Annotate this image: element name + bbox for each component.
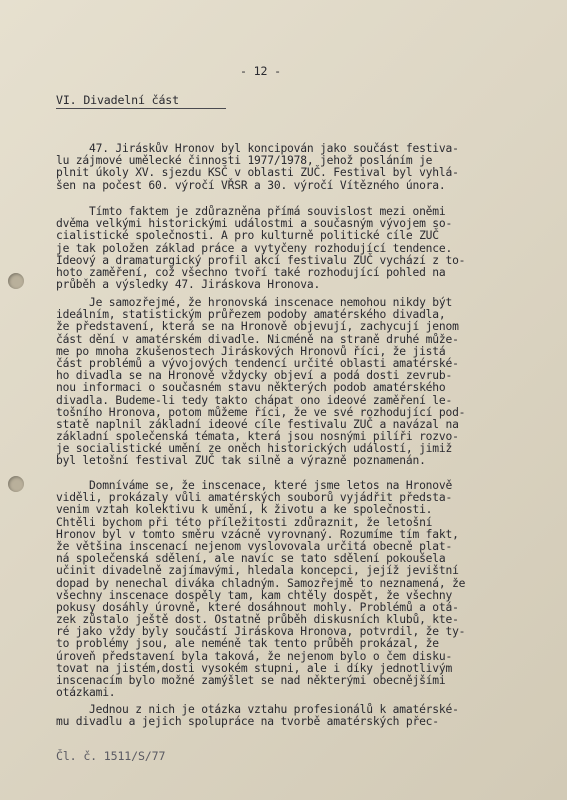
text-line: mu divadlu a jejich spolupráce na tvorbě amatérských přec- — [56, 715, 439, 729]
punch-hole — [8, 476, 24, 492]
heading-underline — [56, 108, 226, 109]
text-line: Tímto faktem je zdůrazněna přímá souvislost mezi oněmi — [56, 205, 446, 218]
text-line: statě naplnil základní ideové cíle festivalu ZUČ a navázal na — [56, 417, 459, 431]
text-line: Domníváme se, že inscenace, které jsme letos na Hronově — [56, 479, 453, 492]
text-line: je tak položen základ práce a vytyčeny rozhodující tendence. — [56, 241, 453, 255]
text-line: část problémů a vývojových tendencí určité oblasti amatérské- — [56, 356, 459, 370]
text-line: průběh a výsledky 47. Jiráskova Hronova. — [56, 278, 321, 292]
text-line: ná společenská sdělení, ale navíc se tato sdělení pokoušela — [56, 552, 446, 566]
text-line: tošního Hronova, potom můžeme říci, že ve své rozhodující pod- — [56, 405, 466, 419]
text-line: pokusy dosáhly úrovně, které dosáhnout mohly. Problémů a otá- — [56, 600, 459, 614]
text-line: inscenacím bylo možné zamýšlet se nad některými obecnějšími — [56, 674, 446, 687]
text-line: venim vztah kolektivu k umění, k životu a ke společnosti. — [56, 503, 433, 517]
text-line: to problémy jsou, ale neméně tak tento průběh prokázal, že — [56, 637, 439, 651]
text-line: cialistické společnosti. A pro kulturně politické cíle ZUČ — [56, 229, 439, 243]
text-line: Jednou z nich je otázka vztahu profesionálů k amatérské- — [56, 703, 459, 716]
paragraph-2 — [56, 206, 465, 291]
text-line: 47. Jiráskův Hronov byl koncipován jako součást festiva- — [56, 142, 459, 155]
text-line: všechny inscenace dospěly tam, kam chtěly dospět, že všechny — [56, 588, 453, 602]
text-line: že většina inscenací nejenom vyslovovala určitá obecně plat- — [56, 539, 453, 553]
text-line: lu zájmové umělecké činnosti 1977/1978, jehož posláním je — [56, 154, 433, 168]
page-number: - 12 - — [240, 64, 281, 78]
text-line: plnit úkoly XV. sjezdu KSČ v oblasti ZUČ. Festival byl vyhlá- — [56, 166, 459, 180]
text-line: ré jako vždy byly součástí Jiráskova Hronova, potvrdil, že ty- — [56, 625, 466, 639]
text-line: ideálním, statistickým průřezem podoby amatérského divadla, — [56, 308, 446, 322]
text-line: že představení, která se na Hronově objevují, zachycují jenom — [56, 320, 459, 334]
text-line: Chtěli bychom při této příležitosti zdůraznit, že letošní — [56, 515, 433, 529]
text-line: učinit divadelně zajímavými, hledala koncepci, jejíž jevištní — [56, 564, 459, 578]
text-line: dvěma velkými historickými událostmi a současným vývojem so- — [56, 217, 453, 231]
text-line: nou informaci o současném stavu některých podob amatérského — [56, 381, 446, 395]
text-line: otázkami. — [56, 686, 116, 700]
text-line: tovat na jistém,dosti vysokém stupni, ale i díky jednotlivým — [56, 661, 453, 675]
paragraph-1 — [56, 143, 459, 192]
text-line: je socialistické umění ze oněch historických událostí, jimiž — [56, 442, 453, 456]
text-line: ho divadla se na Hronově vždycky objeví a podá dosti zevrub- — [56, 369, 453, 383]
text-line: úroveň představení byla taková, že nejenom bylo o čem disku- — [56, 649, 453, 663]
text-line: zek zůstalo ještě dost. Ostatně průběh diskusních klubů, kte- — [56, 613, 459, 627]
text-line: me po mnoha zkušenostech Jiráskových Hronovů říci, že jistá — [56, 344, 446, 358]
text-line: Je samozřejmé, že hronovská inscenace nemohou nikdy být — [56, 296, 453, 309]
text-line: hoto zaměření, což všechno tvoří také rozhodující pohled na — [56, 265, 446, 279]
text-line: Hronov byl v tomto směru vzácně vyrovnaný. Rozumíme tím fakt, — [56, 527, 459, 541]
text-line: Ideový a dramaturgický profil akcí festivalu ZUČ vychází z to- — [56, 253, 466, 267]
paragraph-3 — [56, 297, 465, 468]
paragraph-5 — [56, 704, 459, 728]
section-heading: VI. Divadelní část — [56, 93, 179, 107]
document-reference: Čl. č. 1511/S/77 — [56, 749, 166, 763]
paragraph-4 — [56, 480, 465, 699]
punch-hole — [8, 273, 24, 289]
text-line: viděli, prokázaly vůli amatérských souborů vyjádřit předsta- — [56, 491, 453, 505]
text-line: dopad by nenechal diváka chladným. Samozřejmě to neznamená, že — [56, 576, 466, 590]
text-line: šen na počest 60. výročí VŘSR a 30. výročí Vítězného února. — [56, 178, 446, 192]
text-line: divadla. Budeme-li tedy takto chápat ono ideové zaměření le- — [56, 393, 453, 407]
text-line: část dění v amatérském divadle. Nicméně na straně druhé může- — [56, 332, 459, 346]
text-line: byl letošní festival ZUČ tak silně a výrazně poznamenán. — [56, 454, 426, 468]
text-line: základní společenská témata, která jsou nosnými pilíři rozvo- — [56, 430, 459, 444]
